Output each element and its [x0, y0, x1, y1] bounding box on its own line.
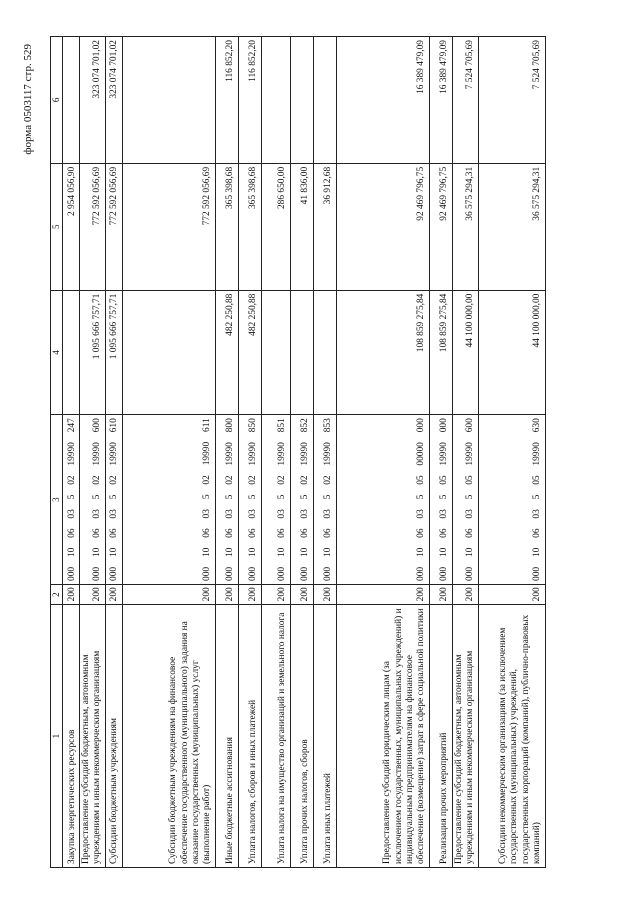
- classification-code: [109, 418, 120, 581]
- approved-amount-cell: 1 095 666 757,71: [105, 290, 122, 415]
- code-part: 19990: [248, 442, 259, 466]
- code-part: 03: [202, 509, 213, 519]
- line-code-cell: 200: [238, 584, 261, 604]
- code-part: 247: [66, 418, 77, 433]
- code-part: 05: [465, 475, 476, 485]
- row-name-cell: Реализация прочих мероприятий: [429, 605, 452, 868]
- classification-code: [439, 418, 450, 581]
- approved-amount-cell: 1 095 666 757,71: [79, 290, 105, 415]
- code-part: 000: [66, 566, 77, 581]
- code-part: 10: [277, 547, 288, 558]
- executed-amount-cell: 92 469 796,75: [336, 163, 429, 290]
- table-row: [105, 37, 122, 868]
- code-part: 000: [465, 566, 476, 581]
- code-part: 02: [109, 475, 120, 485]
- code-part: 06: [109, 528, 120, 538]
- code-part: 19990: [109, 442, 120, 466]
- code-part: 851: [277, 418, 288, 433]
- code-part: 03: [465, 509, 476, 519]
- executed-amount-cell: 36 575 294,31: [452, 163, 478, 290]
- classification-code: [300, 418, 311, 581]
- code-part: 03: [300, 509, 311, 519]
- code-part: 000: [92, 566, 103, 581]
- table-row: [62, 37, 79, 868]
- row-name-cell: Уплата прочих налогов, сборов: [290, 605, 313, 868]
- approved-amount-cell: 482 250,88: [238, 290, 261, 415]
- row-name-cell: Закупка энергетических ресурсов: [62, 605, 79, 868]
- rotated-sheet: [20, 32, 620, 872]
- table-row: [478, 37, 545, 868]
- classification-code-cell: [261, 415, 290, 585]
- code-part: 000: [439, 418, 450, 433]
- unexecuted-amount-cell: 16 389 479,09: [429, 37, 452, 164]
- code-part: 03: [532, 509, 543, 519]
- code-part: 000: [202, 566, 213, 581]
- unexecuted-amount-cell: [122, 37, 215, 164]
- classification-code: [277, 418, 288, 581]
- code-part: 5: [532, 494, 543, 500]
- line-code-cell: 200: [215, 584, 238, 604]
- line-code-cell: 200: [290, 584, 313, 604]
- table-row: [261, 37, 290, 868]
- code-part: 19990: [465, 442, 476, 466]
- code-part: 02: [202, 475, 213, 485]
- code-part: 19990: [277, 442, 288, 466]
- code-part: 10: [300, 547, 311, 558]
- table-row: [313, 37, 336, 868]
- classification-code: [67, 418, 78, 581]
- code-part: 852: [300, 418, 311, 433]
- code-part: 10: [532, 547, 543, 558]
- code-part: 5: [277, 494, 288, 500]
- row-name-cell: Предоставление субсидий юридическим лицам (за исключением государственных, муниципальных учреждений) и индивидуальным предпринимателям на финансовое обеспечение (возмещение) затрат в сфере социальной политики: [336, 605, 429, 868]
- code-part: 19990: [439, 442, 450, 466]
- code-part: 5: [248, 494, 259, 500]
- line-code-cell: 200: [261, 584, 290, 604]
- code-part: 06: [465, 528, 476, 538]
- approved-amount-cell: 44 100 000,00: [478, 290, 545, 415]
- code-part: 06: [300, 528, 311, 538]
- code-part: 5: [92, 494, 103, 500]
- code-part: 06: [416, 528, 427, 538]
- unexecuted-amount-cell: [261, 37, 290, 164]
- column-header: 2: [51, 584, 63, 604]
- line-code-cell: 200: [62, 584, 79, 604]
- code-part: 10: [225, 547, 236, 558]
- code-part: 5: [465, 494, 476, 500]
- executed-amount-cell: 41 836,00: [290, 163, 313, 290]
- code-part: 610: [109, 418, 120, 433]
- line-code-cell: 200: [452, 584, 478, 604]
- code-part: 5: [109, 494, 120, 500]
- code-part: 10: [66, 547, 77, 558]
- approved-amount-cell: 108 859 275,84: [429, 290, 452, 415]
- line-code-cell: 200: [79, 584, 105, 604]
- code-part: 5: [66, 494, 77, 500]
- approved-amount-cell: [122, 290, 215, 415]
- row-name-cell: Уплата налога на имущество организаций и земельного налога: [261, 605, 290, 868]
- header-row: [51, 37, 63, 868]
- line-code-cell: 200: [336, 584, 429, 604]
- classification-code-cell: [238, 415, 261, 585]
- table-row: [336, 37, 429, 868]
- executed-amount-cell: 36 575 294,31: [478, 163, 545, 290]
- code-part: 02: [225, 475, 236, 485]
- code-part: 05: [416, 475, 427, 485]
- code-part: 000: [225, 566, 236, 581]
- code-part: 02: [92, 475, 103, 485]
- code-part: 03: [416, 509, 427, 519]
- classification-code-cell: [79, 415, 105, 585]
- code-part: 000: [323, 566, 334, 581]
- table-row: [238, 37, 261, 868]
- code-part: 600: [465, 418, 476, 433]
- code-part: 02: [277, 475, 288, 485]
- column-header: 5: [51, 163, 63, 290]
- classification-code: [248, 418, 259, 581]
- code-part: 853: [323, 418, 334, 433]
- code-part: 10: [202, 547, 213, 557]
- approved-amount-cell: [62, 290, 79, 415]
- code-part: 000: [416, 418, 427, 433]
- classification-code-cell: [336, 415, 429, 585]
- classification-code: [465, 418, 476, 581]
- classification-code-cell: [105, 415, 122, 585]
- row-name-cell: Субсидии бюджетным учреждениям на финансовое обеспечение государственного (муниципального) задания на оказание государственных (муниципальных) услуг (выполнение работ): [122, 605, 215, 868]
- code-part: 06: [532, 528, 543, 538]
- code-part: 03: [323, 509, 334, 519]
- classification-code-cell: [429, 415, 452, 585]
- code-part: 000: [439, 566, 450, 581]
- column-header: 4: [51, 290, 63, 415]
- classification-code-cell: [452, 415, 478, 585]
- code-part: 000: [416, 566, 427, 581]
- code-part: 19990: [202, 441, 213, 466]
- classification-code: [323, 418, 334, 581]
- code-part: 19990: [66, 442, 77, 466]
- line-code-cell: 200: [478, 584, 545, 604]
- unexecuted-amount-cell: 7 524 705,69: [452, 37, 478, 164]
- line-code-cell: 200: [122, 584, 215, 604]
- code-part: 19990: [92, 442, 103, 466]
- table-row: [79, 37, 105, 868]
- classification-code-cell: [215, 415, 238, 585]
- code-part: 10: [92, 547, 103, 558]
- code-part: 19990: [225, 442, 236, 466]
- table-row: [215, 37, 238, 868]
- column-header: 1: [51, 605, 63, 868]
- code-part: 5: [300, 494, 311, 500]
- code-part: 06: [323, 528, 334, 538]
- code-part: 000: [248, 566, 259, 581]
- code-part: 03: [109, 509, 120, 519]
- row-name-cell: Иные бюджетные ассигнования: [215, 605, 238, 868]
- code-part: 06: [248, 528, 259, 538]
- unexecuted-amount-cell: [313, 37, 336, 164]
- classification-code: [92, 418, 103, 581]
- code-part: 19990: [300, 442, 311, 466]
- code-part: 10: [416, 547, 427, 558]
- code-part: 10: [248, 547, 259, 558]
- code-part: 02: [300, 475, 311, 485]
- code-part: 19990: [323, 442, 334, 466]
- executed-amount-cell: 772 592 056,69: [122, 163, 215, 290]
- approved-amount-cell: [313, 290, 336, 415]
- code-part: 06: [225, 528, 236, 538]
- unexecuted-amount-cell: 116 852,20: [215, 37, 238, 164]
- unexecuted-amount-cell: [290, 37, 313, 164]
- unexecuted-amount-cell: 116 852,20: [238, 37, 261, 164]
- code-part: 850: [248, 418, 259, 433]
- classification-code: [202, 418, 213, 581]
- code-part: 03: [66, 509, 77, 519]
- code-part: 06: [66, 528, 77, 538]
- code-part: 000: [109, 566, 120, 581]
- row-name-cell: Уплата иных платежей: [313, 605, 336, 868]
- executed-amount-cell: 2 954 056,90: [62, 163, 79, 290]
- code-part: 5: [225, 494, 236, 500]
- executed-amount-cell: 92 469 796,75: [429, 163, 452, 290]
- code-part: 000: [300, 566, 311, 581]
- code-part: 05: [532, 475, 543, 485]
- code-part: 5: [439, 494, 450, 500]
- approved-amount-cell: 482 250,88: [215, 290, 238, 415]
- code-part: 03: [248, 509, 259, 519]
- table-row: [452, 37, 478, 868]
- column-header: 6: [51, 37, 63, 164]
- unexecuted-amount-cell: 323 074 701,02: [79, 37, 105, 164]
- approved-amount-cell: [261, 290, 290, 415]
- code-part: 02: [323, 475, 334, 485]
- unexecuted-amount-cell: 16 389 479,09: [336, 37, 429, 164]
- code-part: 06: [92, 528, 103, 538]
- executed-amount-cell: 365 398,68: [215, 163, 238, 290]
- code-part: 03: [225, 509, 236, 519]
- approved-amount-cell: 44 100 000,00: [452, 290, 478, 415]
- classification-code-cell: [290, 415, 313, 585]
- classification-code-cell: [313, 415, 336, 585]
- row-name-cell: Предоставление субсидий бюджетным, автономным учреждениям и иным некоммерческим организациям: [79, 605, 105, 868]
- unexecuted-amount-cell: [62, 37, 79, 164]
- code-part: 06: [202, 528, 213, 538]
- line-code-cell: 200: [105, 584, 122, 604]
- classification-code: [416, 418, 427, 581]
- table-row: [429, 37, 452, 868]
- code-part: 600: [92, 418, 103, 433]
- code-part: 10: [109, 547, 120, 558]
- code-part: 5: [202, 494, 213, 500]
- executed-amount-cell: 772 592 056,69: [79, 163, 105, 290]
- code-part: 03: [92, 509, 103, 519]
- code-part: 5: [323, 494, 334, 500]
- classification-code-cell: [62, 415, 79, 585]
- column-header: 3: [51, 415, 63, 585]
- row-name-cell: Субсидии бюджетным учреждениям: [105, 605, 122, 868]
- code-part: 10: [465, 547, 476, 558]
- code-part: 19990: [532, 442, 543, 466]
- line-code-cell: 200: [429, 584, 452, 604]
- classification-code: [225, 418, 236, 581]
- row-name-cell: Предоставление субсидий бюджетным, автономным учреждениям и иным некоммерческим организациям: [452, 605, 478, 868]
- code-part: 03: [277, 509, 288, 519]
- unexecuted-amount-cell: 7 524 705,69: [478, 37, 545, 164]
- row-name-cell: Субсидии некоммерческим организациям (за исключением государственных (муниципальных) учреждений, государственных корпораций (компаний), публично-правовых компаний): [478, 605, 545, 868]
- form-reference: форма 0503117 стр. 529: [22, 44, 34, 155]
- table-row: [122, 37, 215, 868]
- code-part: 10: [323, 547, 334, 558]
- code-part: 5: [416, 494, 427, 500]
- code-part: 630: [532, 418, 543, 433]
- classification-code-cell: [478, 415, 545, 585]
- table-row: [290, 37, 313, 868]
- unexecuted-amount-cell: 323 074 701,02: [105, 37, 122, 164]
- code-part: 06: [439, 528, 450, 538]
- code-part: 000: [277, 566, 288, 581]
- code-part: 05: [439, 475, 450, 485]
- row-name-cell: Уплата налогов, сборов и иных платежей: [238, 605, 261, 868]
- expenditure-table: [50, 36, 546, 868]
- line-code-cell: 200: [313, 584, 336, 604]
- classification-code: [532, 418, 543, 581]
- executed-amount-cell: 286 650,00: [261, 163, 290, 290]
- code-part: 00000: [416, 442, 427, 466]
- code-part: 02: [248, 475, 259, 485]
- executed-amount-cell: 365 398,68: [238, 163, 261, 290]
- code-part: 02: [66, 475, 77, 485]
- code-part: 611: [202, 418, 213, 432]
- executed-amount-cell: 36 912,68: [313, 163, 336, 290]
- approved-amount-cell: [290, 290, 313, 415]
- code-part: 800: [225, 418, 236, 433]
- approved-amount-cell: 108 859 275,84: [336, 290, 429, 415]
- code-part: 10: [439, 547, 450, 558]
- table-body: [62, 37, 545, 868]
- code-part: 03: [439, 509, 450, 519]
- classification-code-cell: [122, 415, 215, 585]
- code-part: 06: [277, 528, 288, 538]
- executed-amount-cell: 772 592 056,69: [105, 163, 122, 290]
- code-part: 000: [532, 566, 543, 581]
